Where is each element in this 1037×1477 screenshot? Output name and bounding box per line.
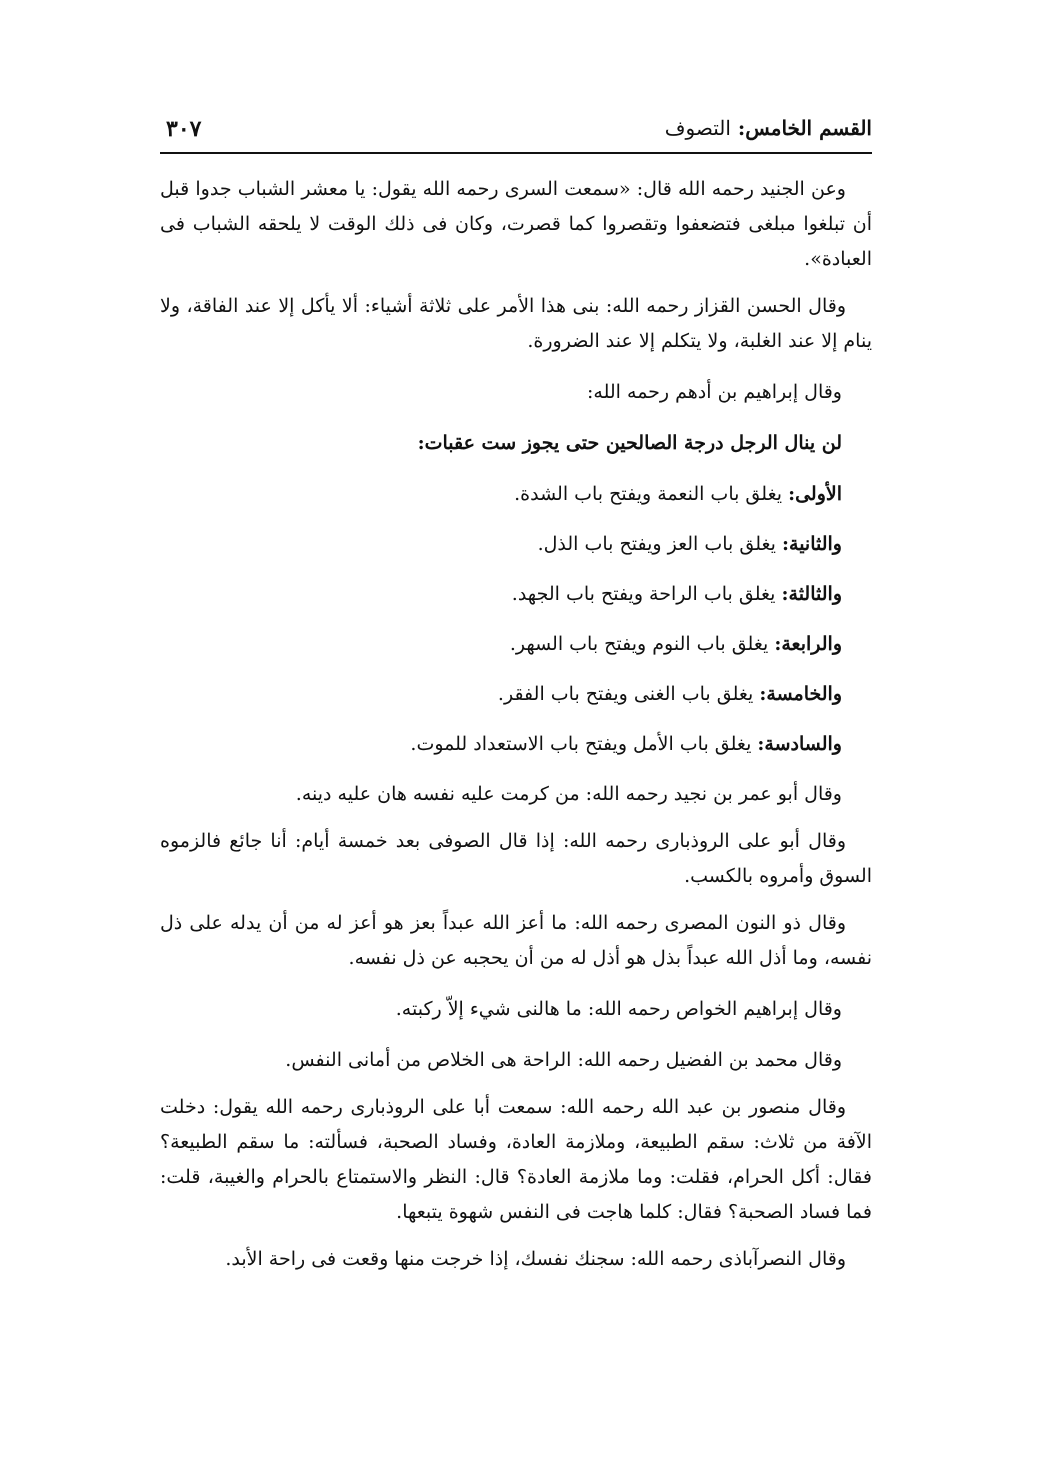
running-header — [160, 110, 872, 150]
list-item — [160, 677, 872, 711]
paragraph-hasan-qazzaz: وقال الحسن القزاز رحمه الله: بنى هذا الأمر على ثلاثة أشياء: ألا يأكل إلا عند الفاقة، ولا ينام إلا عند الغلبة، ولا يتكلم إلا عند الضرورة. — [160, 295, 872, 352]
paragraph-rudhbari: وقال أبو على الروذبارى رحمه الله: إذا قال الصوفى بعد خمسة أيام: أنا جائع فالزموه السوق وأمروه بالكسب. — [160, 830, 872, 887]
item-text: يغلق باب الأمل ويفتح باب الاستعداد للموت. — [410, 733, 758, 755]
list-item — [160, 577, 872, 611]
list-item — [160, 477, 872, 511]
paragraph-mansur: وقال منصور بن عبد الله رحمه الله: سمعت أبا على الروذبارى رحمه الله يقول: دخلت الآفة من ثلاث: سقم الطبيعة، وملازمة العادة، وفساد الصحبة، فسألته: ما سقم الطبيعة؟ فقال: أكل الحرام، فقلت: وما ملازمة العادة؟ قال: النظر والاستمتاع بالحرام والغيبة، قلت: فما فساد الصحبة؟ فقال: كلما هاجت فى النفس شهوة يتبعها. — [160, 1096, 872, 1223]
paragraph-khawwas: وقال إبراهيم الخواص رحمه الله: ما هالنى شيء إلاّ ركبته. — [395, 998, 842, 1020]
paragraph-dhul-nun: وقال ذو النون المصرى رحمه الله: ما أعز الله عبداً بعز هو أعز له من أن يدله على ذل نفسه، وما أذل الله عبداً بذل هو أذل له من أن يحجبه عن ذل نفسه. — [160, 912, 872, 969]
list-item — [160, 727, 872, 761]
section-title — [665, 116, 872, 140]
item-label: والسادسة: — [757, 733, 842, 755]
item-label: والثالثة: — [781, 583, 842, 605]
book-page — [160, 110, 872, 1270]
item-label: والخامسة: — [759, 683, 842, 705]
section-label: القسم الخامس: — [737, 116, 872, 140]
item-text: يغلق باب العز ويفتح باب الذل. — [537, 533, 782, 555]
paragraph-ibrahim-adham: وقال إبراهيم بن أدهم رحمه الله: — [587, 381, 842, 403]
paragraph-six-obstacles-heading: لن ينال الرجل درجة الصالحين حتى يجوز ست عقبات: — [417, 432, 842, 454]
paragraph-ibn-fudayl: وقال محمد بن الفضيل رحمه الله: الراحة هى الخلاص من أمانى النفس. — [285, 1049, 842, 1071]
paragraph-nasrabadhi: وقال النصرآباذى رحمه الله: سجنك نفسك، إذا خرجت منها وقعت فى راحة الأبد. — [225, 1248, 846, 1270]
item-label: والثانية: — [782, 533, 842, 555]
header-rule — [160, 152, 872, 154]
list-item — [160, 627, 872, 661]
section-subject: التصوف — [664, 116, 731, 140]
item-text: يغلق باب النعمة ويفتح باب الشدة. — [514, 483, 789, 505]
item-text: يغلق باب الغنى ويفتح باب الفقر. — [497, 683, 760, 705]
item-text: يغلق باب الراحة ويفتح باب الجهد. — [511, 583, 782, 605]
item-label: الأولى: — [788, 483, 842, 505]
page-number: ٣٠٧ — [166, 116, 202, 142]
paragraph-junayd: وعن الجنيد رحمه الله قال: «سمعت السرى رحمه الله يقول: يا معشر الشباب جدوا قبل أن تبلغوا مبلغى فتضعفوا وتقصروا كما قصرت، وكان فى ذلك الوقت لا يلحقه الشباب فى العبادة». — [160, 178, 872, 270]
item-label: والرابعة: — [774, 633, 842, 655]
page-body — [160, 172, 872, 1277]
list-item — [160, 527, 872, 561]
item-text: يغلق باب النوم ويفتح باب السهر. — [509, 633, 775, 655]
paragraph-abu-umar: وقال أبو عمر بن نجيد رحمه الله: من كرمت عليه نفسه هان عليه دينه. — [295, 783, 842, 805]
